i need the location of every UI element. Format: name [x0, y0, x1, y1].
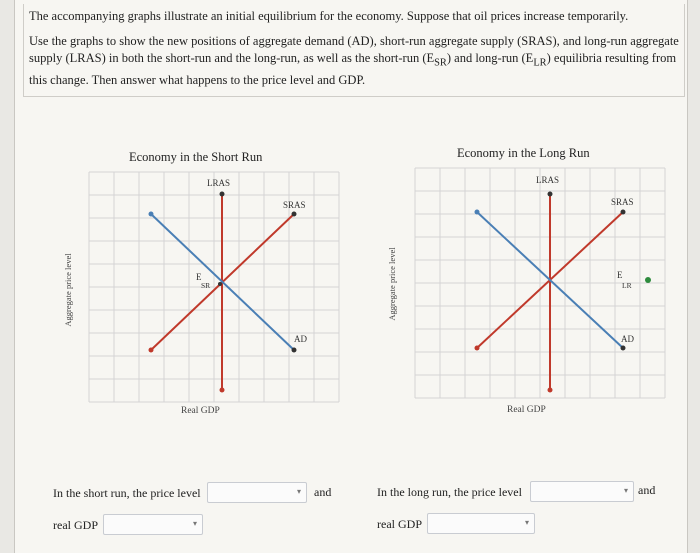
sr-price-question: In the short run, the price level — [53, 486, 201, 500]
chevron-down-icon: ▾ — [296, 487, 301, 496]
lr-and-text: and — [638, 483, 656, 497]
sr-graph-title: Economy in the Short Run — [129, 150, 263, 164]
question-intro — [29, 8, 684, 97]
lr-graph-title: Economy in the Long Run — [457, 146, 590, 160]
sr-and-text: and — [314, 485, 332, 499]
sr-sras-end — [149, 348, 154, 353]
sr-ad-start — [149, 212, 154, 217]
lr-gdp-question: real GDP — [377, 517, 422, 531]
lr-ad-start — [475, 210, 480, 215]
lr-eq-label-sub: LR — [622, 281, 632, 290]
sr-equilibrium-point[interactable] — [218, 282, 222, 286]
lr-sras-end — [475, 346, 480, 351]
sr-eq-label-e: E — [196, 272, 202, 282]
sr-eq-label-sub: SR — [201, 281, 211, 290]
lr-price-question: In the long run, the price level — [377, 485, 522, 499]
sr-gdp-dropdown[interactable] — [103, 514, 203, 535]
sr-lras-label: LRAS — [207, 178, 231, 188]
lr-lras-label: LRAS — [536, 175, 560, 185]
sr-price-dropdown[interactable] — [207, 482, 307, 503]
lr-y-axis-label: Aggregate price level — [387, 247, 397, 321]
lr-sras-label: SRAS — [611, 197, 634, 207]
lr-ad-handle[interactable] — [621, 346, 626, 351]
lr-price-dropdown[interactable] — [530, 481, 634, 502]
chevron-down-icon: ▾ — [524, 518, 529, 527]
sr-x-axis-label: Real GDP — [181, 406, 220, 416]
lr-lras-end — [548, 388, 553, 393]
sr-y-axis-label: Aggregate price level — [63, 253, 73, 327]
lr-ad-label: AD — [621, 334, 634, 344]
sr-lras-end — [220, 388, 225, 393]
lr-x-axis-label: Real GDP — [507, 405, 546, 415]
lr-lras-handle[interactable] — [548, 192, 553, 197]
lr-graph[interactable] — [415, 168, 665, 400]
chevron-down-icon: ▾ — [192, 519, 197, 528]
intro-line-2: Use the graphs to show the new positions of aggregate demand (AD), short-run aggregate supply (SRAS), and long-run aggregate supply (LRAS) in both the short-run and the long-run, as well as the short-run $(E_{SR})$ and long-run $(E_{LR})$ equilibria resulting from this change. Then answer what happens to the price level and GDP. — [29, 34, 679, 87]
lr-sras-handle[interactable] — [621, 210, 626, 215]
lr-gdp-dropdown[interactable] — [427, 513, 535, 534]
intro-line-1: The accompanying graphs illustrate an initial equilibrium for the economy. Suppose that oil prices increase temporarily. — [29, 9, 629, 23]
sr-ad-label: AD — [294, 334, 307, 344]
lr-equilibrium-point[interactable] — [645, 277, 651, 283]
lr-eq-label-e: E — [617, 270, 623, 280]
sr-sras-label: SRAS — [283, 200, 306, 210]
sr-lras-handle[interactable] — [220, 192, 225, 197]
chevron-down-icon: ▾ — [623, 486, 628, 495]
sr-ad-handle[interactable] — [292, 348, 297, 353]
question-page — [14, 0, 688, 553]
sr-sras-handle[interactable] — [292, 212, 297, 217]
sr-graph[interactable] — [89, 172, 339, 402]
sr-gdp-question: real GDP — [53, 518, 98, 532]
